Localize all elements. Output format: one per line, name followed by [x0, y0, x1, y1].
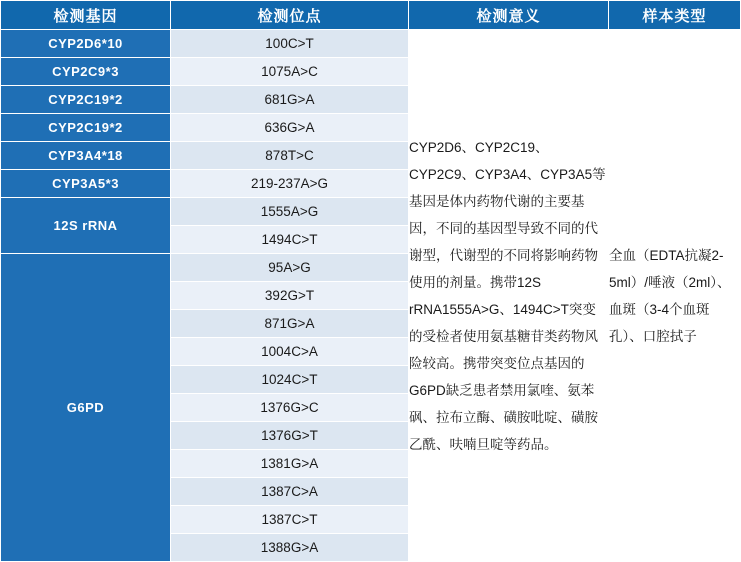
site-cell: 878T>C [171, 142, 409, 170]
site-cell: 1024C>T [171, 366, 409, 394]
site-cell: 1388G>A [171, 534, 409, 562]
site-cell: 95A>G [171, 254, 409, 282]
gene-name-cell: CYP2C19*2 [1, 86, 171, 114]
gene-name-cell: CYP2C19*2 [1, 114, 171, 142]
column-header-sample: 样本类型 [609, 1, 741, 30]
table-row [1, 30, 741, 58]
site-cell: 1387C>A [171, 478, 409, 506]
gene-name-cell: CYP2D6*10 [1, 30, 171, 58]
meaning-cell [409, 30, 609, 562]
gene-name-cell: G6PD [1, 254, 171, 562]
site-cell: 1004C>A [171, 338, 409, 366]
site-cell: 1387C>T [171, 506, 409, 534]
gene-name-cell: 12S rRNA [1, 198, 171, 254]
column-header-gene: 检测基因 [1, 1, 171, 30]
site-cell: 1381G>A [171, 450, 409, 478]
site-cell: 1376G>T [171, 422, 409, 450]
meaning-text: CYP2D6、CYP2C19、CYP2C9、CYP3A4、CYP3A5等基因是体内药物代谢的主要基因，不同的基因型导致不同的代谢型，代谢型的不同将影响药物使用的剂量。携带12S rRNA1555A>G、1494C>T突变的受检者使用氨基糖苷类药物风险较高。携带突变位点基因的G6PD缺乏患者禁用氯喹、氨苯砜、拉布立酶、磺胺吡啶、磺胺乙酰、呋喃旦啶等药品。 [409, 139, 606, 452]
site-cell: 636G>A [171, 114, 409, 142]
table-header-row [1, 1, 741, 30]
site-cell: 1494C>T [171, 226, 409, 254]
gene-name-cell: CYP3A5*3 [1, 170, 171, 198]
site-cell: 681G>A [171, 86, 409, 114]
site-cell: 1376G>C [171, 394, 409, 422]
sample-cell [609, 30, 741, 562]
gene-name-cell: CYP3A4*18 [1, 142, 171, 170]
site-cell: 871G>A [171, 310, 409, 338]
site-cell: 392G>T [171, 282, 409, 310]
site-cell: 1075A>C [171, 58, 409, 86]
site-cell: 1555A>G [171, 198, 409, 226]
sample-text: 全血（EDTA抗凝2-5ml）/唾液（2ml）、血斑（3-4个血斑孔）、口腔拭子 [609, 247, 731, 344]
site-cell: 100C>T [171, 30, 409, 58]
column-header-meaning: 检测意义 [409, 1, 609, 30]
column-header-site: 检测位点 [171, 1, 409, 30]
gene-name-cell: CYP2C9*3 [1, 58, 171, 86]
site-cell: 219-237A>G [171, 170, 409, 198]
